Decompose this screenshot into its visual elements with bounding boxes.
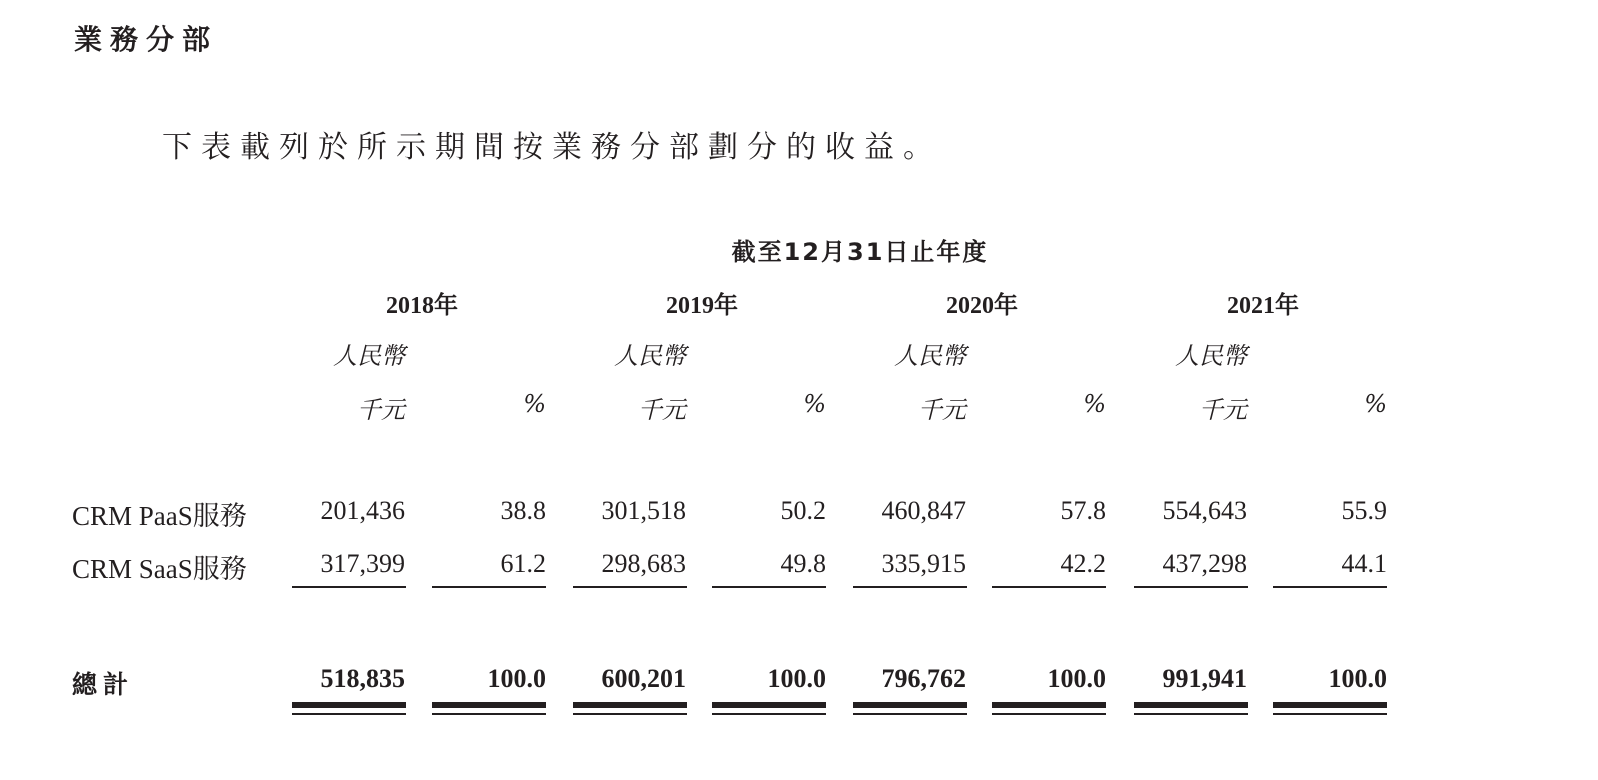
year-header: 2021年 xyxy=(1227,293,1299,319)
total-cell: 796,762 xyxy=(881,664,966,693)
currency-header: 人民幣 xyxy=(333,342,405,370)
period-header: 截至12月31日止年度 xyxy=(731,238,989,266)
table-cell: 317,399 xyxy=(320,549,405,578)
unit-header: 千元 xyxy=(357,396,405,424)
total-double-rule xyxy=(292,713,406,715)
unit-header: 千元 xyxy=(1199,396,1247,424)
table-cell: 301,518 xyxy=(601,496,686,525)
year-header: 2019年 xyxy=(666,293,738,319)
table-cell: 201,436 xyxy=(320,496,405,525)
currency-header: 人民幣 xyxy=(894,342,966,370)
total-double-rule xyxy=(1273,713,1387,715)
total-cell: 100.0 xyxy=(487,664,546,693)
table-cell: 437,298 xyxy=(1162,549,1247,578)
section-heading: 業務分部 xyxy=(74,23,219,56)
unit-header: 千元 xyxy=(918,396,966,424)
total-double-rule xyxy=(853,713,967,715)
table-cell: 49.8 xyxy=(780,549,826,578)
year-header: 2018年 xyxy=(386,293,458,319)
total-double-rule xyxy=(573,713,687,715)
subtotal-rule xyxy=(573,586,687,588)
table-cell: 298,683 xyxy=(601,549,686,578)
subtotal-rule xyxy=(712,586,826,588)
total-double-rule xyxy=(292,702,406,708)
total-cell: 991,941 xyxy=(1162,664,1247,693)
total-double-rule xyxy=(1134,702,1248,708)
table-cell: 335,915 xyxy=(881,549,966,578)
total-double-rule xyxy=(1134,713,1248,715)
subtotal-rule xyxy=(292,586,406,588)
year-header: 2020年 xyxy=(946,293,1018,319)
table-cell: 57.8 xyxy=(1060,496,1106,525)
total-label: 總計 xyxy=(72,670,135,699)
total-double-rule xyxy=(432,713,546,715)
total-cell: 100.0 xyxy=(1328,664,1387,693)
table-cell: 554,643 xyxy=(1162,496,1247,525)
row-label: CRM PaaS服務 xyxy=(72,501,247,531)
subtotal-rule xyxy=(1273,586,1387,588)
total-double-rule xyxy=(1273,702,1387,708)
subtotal-rule xyxy=(853,586,967,588)
row-label: CRM SaaS服務 xyxy=(72,554,247,584)
table-cell: 50.2 xyxy=(780,496,826,525)
total-double-rule xyxy=(432,702,546,708)
total-double-rule xyxy=(712,702,826,708)
table-cell: 38.8 xyxy=(500,496,546,525)
table-cell: 460,847 xyxy=(881,496,966,525)
total-cell: 100.0 xyxy=(1047,664,1106,693)
percent-header: % xyxy=(1083,390,1106,418)
table-cell: 42.2 xyxy=(1060,549,1106,578)
subtotal-rule xyxy=(432,586,546,588)
intro-paragraph: 下表載列於所示期間按業務分部劃分的收益。 xyxy=(162,130,942,165)
total-cell: 600,201 xyxy=(601,664,686,693)
table-cell: 44.1 xyxy=(1341,549,1387,578)
total-double-rule xyxy=(992,702,1106,708)
total-double-rule xyxy=(853,702,967,708)
subtotal-rule xyxy=(1134,586,1248,588)
total-cell: 100.0 xyxy=(767,664,826,693)
percent-header: % xyxy=(1364,390,1387,418)
table-cell: 61.2 xyxy=(500,549,546,578)
total-double-rule xyxy=(712,713,826,715)
currency-header: 人民幣 xyxy=(1175,342,1247,370)
total-double-rule xyxy=(992,713,1106,715)
subtotal-rule xyxy=(992,586,1106,588)
total-cell: 518,835 xyxy=(320,664,405,693)
unit-header: 千元 xyxy=(638,396,686,424)
percent-header: % xyxy=(803,390,826,418)
table-cell: 55.9 xyxy=(1341,496,1387,525)
percent-header: % xyxy=(523,390,546,418)
currency-header: 人民幣 xyxy=(614,342,686,370)
total-double-rule xyxy=(573,702,687,708)
